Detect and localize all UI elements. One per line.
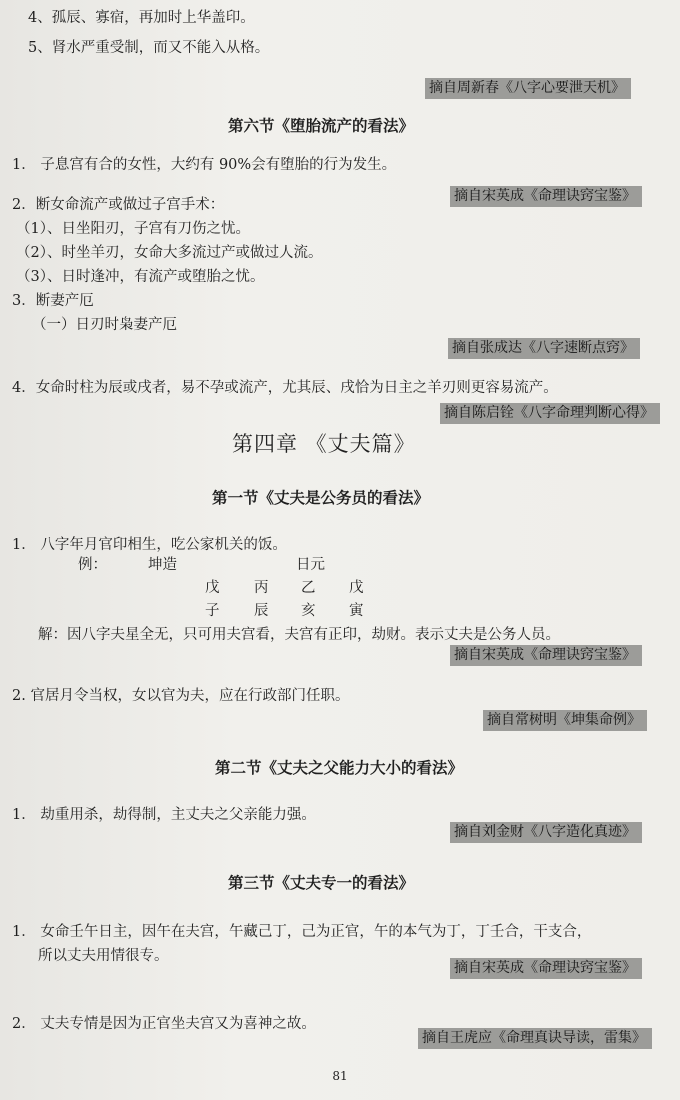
section-heading: 第一节《丈夫是公务员的看法》 [212, 488, 430, 507]
source-citation: 摘自周新春《八字心要泄天机》 [425, 78, 631, 99]
source-citation: 摘自宋英成《命理诀窍宝鉴》 [450, 186, 642, 207]
chapter-title: 第四章 《丈夫篇》 [232, 432, 416, 456]
earthly-branch: 寅 [349, 603, 364, 619]
page-number: 81 [332, 1069, 348, 1083]
section-heading: 第三节《丈夫专一的看法》 [228, 873, 415, 892]
list-item-continuation: 所以丈夫用情很专。 [38, 948, 169, 964]
section-heading: 第六节《堕胎流产的看法》 [228, 116, 415, 135]
source-citation: 摘自常树明《坤集命例》 [483, 710, 647, 731]
heavenly-stem: 戊 [349, 580, 364, 596]
list-item: 4．女命时柱为辰或戌者，易不孕或流产，尤其辰、戌恰为日主之羊刃则更容易流产。 [12, 380, 558, 396]
list-subitem: （2）、时坐羊刃，女命大多流过产或做过人流。 [16, 245, 323, 261]
list-subitem: （一）日刃时枭妻产厄 [32, 317, 177, 333]
explanation-text: 解：因八字夫星全无，只可用夫宫看，夫宫有正印，劫财。表示丈夫是公务人员。 [38, 627, 560, 643]
day-master-label: 日元 [296, 557, 325, 573]
list-subitem: （3）、日时逢冲，有流产或堕胎之忧。 [16, 269, 265, 285]
list-item: 1． 子息宫有合的女性，大约有 90%会有堕胎的行为发生。 [12, 157, 397, 173]
example-label: 例： [78, 557, 107, 573]
source-citation: 摘自王虎应《命理真诀导读，雷集》 [418, 1028, 652, 1049]
list-item: 2. 官居月令当权，女以官为夫，应在行政部门任职。 [12, 688, 350, 704]
source-citation: 摘自张成达《八字速断点窍》 [448, 338, 640, 359]
example-name: 坤造 [148, 557, 177, 573]
list-item: 2． 丈夫专情是因为正官坐夫宫又为喜神之故。 [12, 1016, 316, 1032]
list-item: 4、孤辰、寡宿，再加时上华盖印。 [28, 10, 255, 26]
earthly-branch: 亥 [301, 603, 316, 619]
heavenly-stem: 戊 [205, 580, 220, 596]
heavenly-stem: 乙 [301, 580, 316, 596]
heavenly-stem: 丙 [254, 580, 269, 596]
list-item: 1． 劫重用杀，劫得制，主丈夫之父亲能力强。 [12, 807, 316, 823]
list-item: 3．断妻产厄 [12, 293, 94, 309]
list-subitem: （1）、日坐阳刃，子宫有刀伤之忧。 [16, 221, 250, 237]
list-item: 5、肾水严重受制，而又不能入从格。 [28, 40, 270, 56]
list-item: 2．断女命流产或做过子宫手术： [12, 197, 225, 213]
source-citation: 摘自宋英成《命理诀窍宝鉴》 [450, 958, 642, 979]
list-item: 1． 女命壬午日主，因午在夫宫，午藏己丁，己为正官，午的本气为丁，丁壬合，干支合， [12, 924, 592, 940]
earthly-branch: 子 [205, 603, 220, 619]
source-citation: 摘自陈启铨《八字命理判断心得》 [440, 403, 660, 424]
section-heading: 第二节《丈夫之父能力大小的看法》 [215, 758, 464, 777]
source-citation: 摘自宋英成《命理诀窍宝鉴》 [450, 645, 642, 666]
list-item: 1． 八字年月官印相生，吃公家机关的饭。 [12, 537, 287, 553]
source-citation: 摘自刘金财《八字造化真迹》 [450, 822, 642, 843]
earthly-branch: 辰 [254, 603, 269, 619]
